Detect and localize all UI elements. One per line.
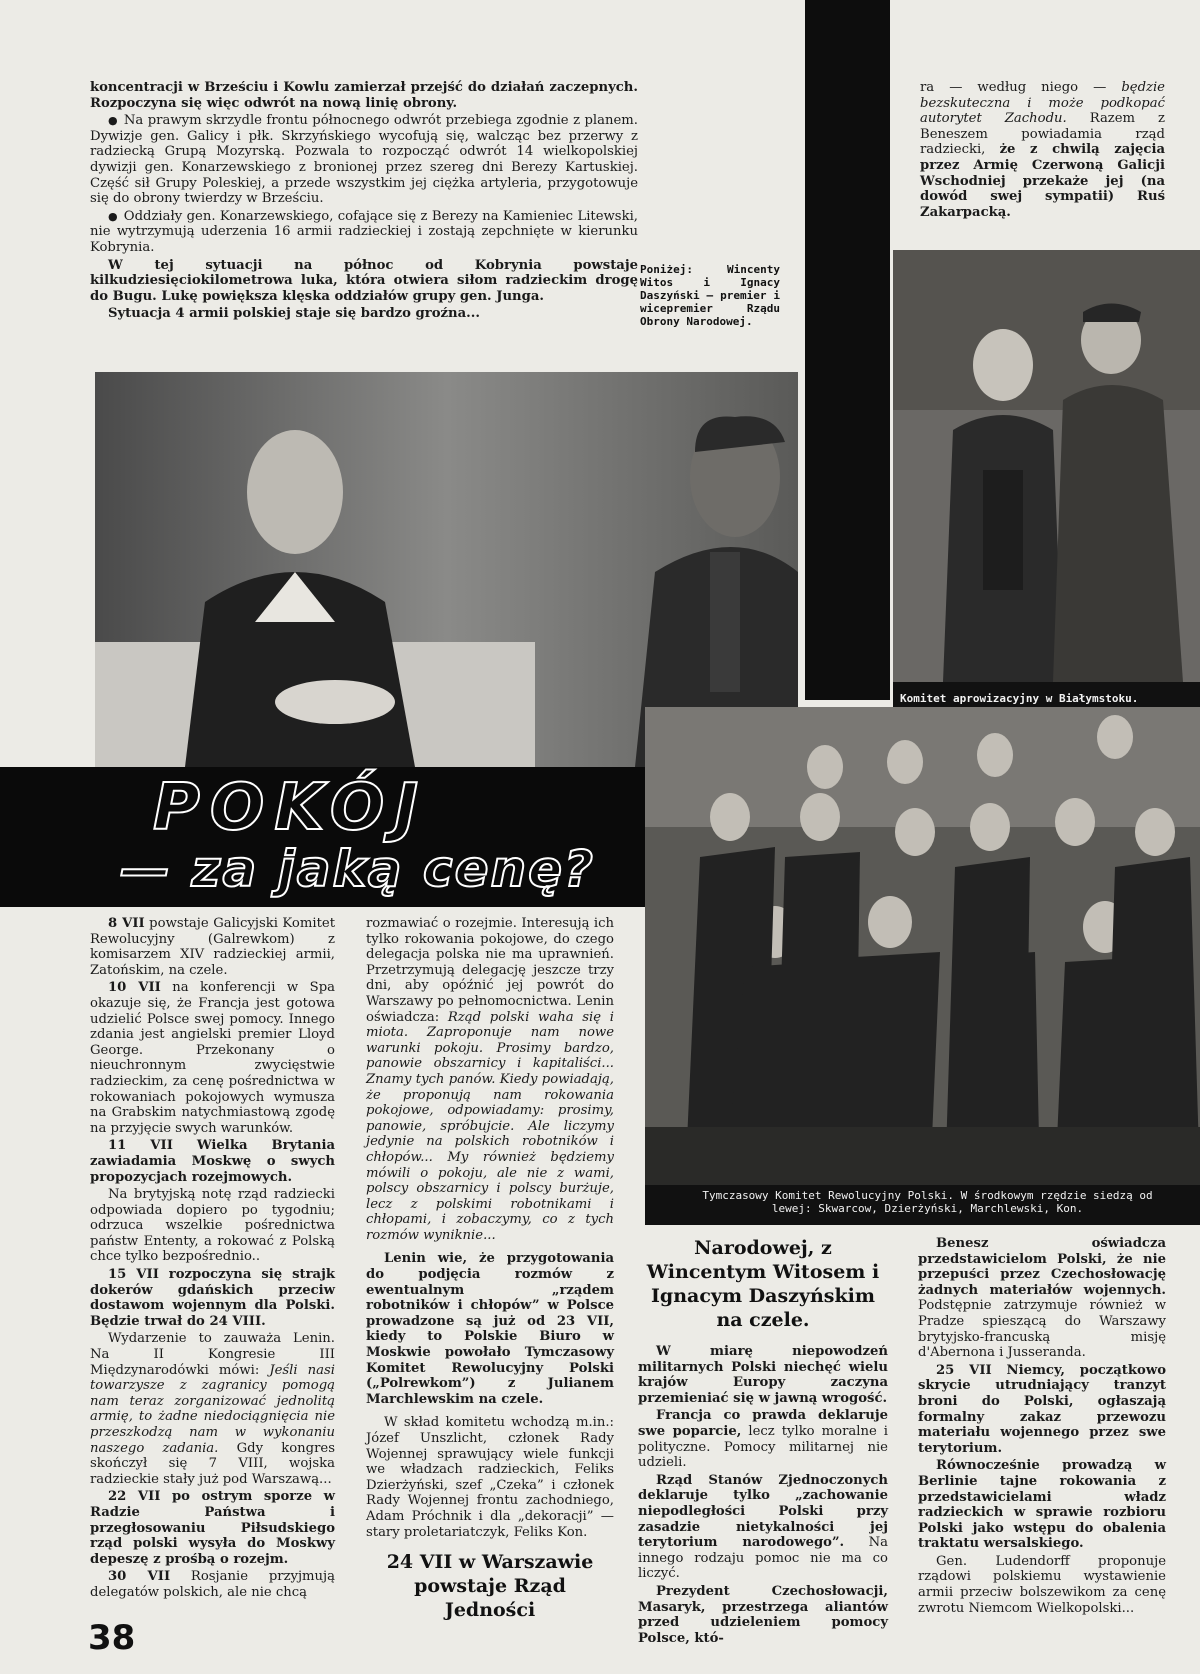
- photo-tymczasowy-komitet: [645, 707, 1200, 1185]
- sytuacja-paragraph: Sytuacja 4 armii polskiej staje się bardzo groźna...: [108, 306, 480, 322]
- caption-tymczasowy: Tymczasowy Komitet Rewolucyjny Polski. W środkowym rzędzie siedzą od lewej: Skwarcow, Dzierżyński, Marchlewski, Kon.: [702, 1189, 1153, 1215]
- col3-p3-bold: Rząd Stanów Zjednoczonych deklaruje tylko „zachowanie niepodległości Polski przy zasadzie nietykalności jej terytorium narodowego”.: [638, 1472, 888, 1551]
- col1-p6-quote: Jeśli nasi towarzysze z zagranicy pomogą nam teraz zorganizować jednolitą armię, to żadne niedociągnięcia nie przeszkodzą nam w wykonaniu naszego zadania.: [90, 1362, 336, 1456]
- col1-p1-text: powstaje Galicyjski Komitet Rewolucyjny (Galrewkom) z komisarzem XIV radzieckiej armii, Zatońskim, na czele.: [90, 916, 335, 978]
- title-line2: — za jaką cenę?: [120, 840, 595, 898]
- photo-komitet-illustration: [893, 250, 1200, 682]
- col4-p2: 25 VII Niemcy, początkowo skrycie utrudniający tranzyt broni do Polski, ogłaszają formalny zakaz przewozu materiału wojennego przez swe terytorium.: [918, 1362, 1166, 1456]
- col3-p3-text: Na innego rodzaju pomoc nie ma co liczyć.: [638, 1535, 888, 1582]
- top-right-paragraph: [920, 80, 1165, 220]
- col4-p1-bold: Benesz oświadcza przedstawicielom Polski, że nie przepuści przez Czechosłowację żadnych materiałów wojennych.: [918, 1236, 1166, 1298]
- top-right-column: [920, 80, 1165, 222]
- col1-p4: Na brytyjską notę rząd radziecki odpowiada dopiero po tygodniu; odrzuca wszelkie pośrednictwa państw Ententy, a rokować z Polską chce tylko bezpośrednio..: [90, 1187, 335, 1265]
- col2-heading: 24 VII w Warszawie powstaje Rząd Jedności: [386, 1551, 594, 1622]
- top-right-italic: będzie bezskuteczna i może podkopać autorytet Zachodu.: [920, 80, 1165, 127]
- top-right-bold: że z chwilą zajęcia przez Armię Czerwoną Galicji Wschodniej przekaże jej (na dowód swej sympatii) Ruś Zakarpacką.: [920, 142, 1165, 220]
- caption-ponizej: Poniżej: Wincenty Witos i Ignacy Daszyński — premier i wicepremier Rządu Obrony Narodowej.: [640, 263, 780, 328]
- col2-p3: W skład komitetu wchodzą m.in.: Józef Unszlicht, członek Rady Wojennej sprawujący wiele funkcji we władzach radzieckich, Feliks Dzierżyński, szef „Czeka” i członek Rady Wojennej frontu zachodniego, Adam Próchnik i dla „dekoracji” — stary proletariatczyk, Feliks Kon.: [366, 1415, 614, 1540]
- bullet-text-1: Na prawym skrzydle frontu północnego odwrót przebiega zgodnie z planem. Dywizje gen. Galicy i płk. Skrzyńskiego wycofują się, walcząc bez przerwy z radziecką Grupą Mozyrską. Pozwala to rozpocząć odwrót 14 wielkopolskiej dywizji gen. Konarzewskiego z bronionej przez szereg dni Berezy Kartuskiej. Część sił Grupy Poleskiej, a przede wszystkim jej ciężka artyleria, przygotowuje się do obrony twierdzy w Brześciu.: [90, 113, 638, 207]
- col1-p1-date: 8 VII: [108, 916, 145, 931]
- column-2: [366, 916, 614, 1622]
- col3-heading: Narodowej, z Wincentym Witosem i Ignacym Daszyńskim na czele.: [646, 1237, 880, 1331]
- col1-p7: 22 VII po ostrym sporze w Radzie Państwa i przegłosowaniu Piłsudskiego rząd polski wysyła do Moskwy depeszę z prośbą o rozejm.: [90, 1489, 335, 1567]
- column-3: [638, 1236, 888, 1648]
- photo-group-illustration: [645, 707, 1200, 1185]
- top-right-text-1: ra — według niego —: [920, 80, 1122, 95]
- column-1: [90, 916, 335, 1603]
- vertical-black-bar: [805, 0, 890, 700]
- col1-p1: [90, 916, 335, 978]
- col1-p6-text: Wydarzenie to zauważa Lenin. Na II Kongresie III Międzynarodówki mówi:: [90, 1331, 335, 1378]
- col2-p1-quote: Rząd polski waha się i miota. Zaproponuje nam nowe warunki pokoju. Prosimy bardzo, panowie obszarnicy i kapitaliści... Znamy tych panów. Kiedy powiadają, że proponują nam rokowania pokojowe, odpowiadamy: prosimy, panowie, spróbujcie. Ale liczymy jedynie na polskich robotników i chłopów... My również będziemy mówili o pokoju, ale nie z wami, polscy obszarnicy i polscy burżuje, lecz z polskimi robotnikami i chłopami, i zobaczymy, co z tych rozmów wyniknie...: [366, 1009, 614, 1243]
- col3-p2: [638, 1408, 888, 1470]
- col1-p6: [90, 1331, 335, 1487]
- col4-p4: Gen. Ludendorff proponuje rządowi polskiemu wystawienie armii przeciw bolszewikom za cenę zwrotu Niemcom Wielkopolski...: [918, 1553, 1166, 1616]
- col2-p2: Lenin wie, że przygotowania do podjęcia rozmów z ewentualnym „rządem robotników i chłopów” w Polsce prowadzone są już od 23 VII, kiedy to Polskie Biuro w Moskwie powołało Tymczasowy Komitet Rewolucyjny Polski („Polrewkom”) z Julianem Marchlewskim na czele.: [366, 1251, 614, 1407]
- col1-p8-text: Rosjanie przyjmują delegatów polskich, ale nie chcą: [90, 1569, 336, 1600]
- photo-komitet-aprowizacyjny: [893, 250, 1200, 682]
- col3-p2-text: lecz tylko moralne i polityczne. Pomocy militarnej nie udzieli.: [638, 1423, 888, 1471]
- col3-p4: Prezydent Czechosłowacji, Masaryk, przestrzega aliantów przed udzieleniem pomocy Polsce, któ-: [638, 1583, 888, 1646]
- intro-paragraph: koncentracji w Brześciu i Kowlu zamierzał przejść do działań zaczepnych. Rozpoczyna się więc odwrót na nową linię obrony.: [90, 80, 638, 111]
- bullet-paragraph-2: [90, 209, 638, 256]
- page-number: 38: [88, 1618, 136, 1658]
- col3-p2-bold: Francja co prawda deklaruje swe poparcie,: [638, 1408, 888, 1439]
- col1-p2-text: na konferencji w Spa okazuje się, że Francja jest gotowa udzielić Polsce swej pomocy. Innego zdania jest angielski premier Lloyd George. Przekonany o nieuchronnym zwycięstwie radzieckim, za cenę pośrednictwa w rokowaniach pokojowych wymusza na Grabskim natychmiastową zgodę na przyjęcie swych warunków.: [90, 980, 335, 1136]
- col1-p2: [90, 980, 335, 1136]
- top-left-column: [90, 80, 638, 324]
- col2-p1-text: rozmawiać o rozejmie. Interesują ich tylko rokowania pokojowe, do czego delegacja polska nie ma uprawnień. Przetrzymują delegację jeszcze trzy dni, aby opóźnić jej powrót do Warszawy po pełnomocnictwa. Lenin oświadcza:: [366, 916, 614, 1025]
- col4-p1-text: Podstępnie zatrzymuje również w Pradze spieszącą do Warszawy brytyjsko-francuską misję d'Abernona i Jusseranda.: [918, 1298, 1166, 1361]
- title-line1: POKÓJ: [153, 771, 429, 845]
- col3-p1: W miarę niepowodzeń militarnych Polski niechęć wielu krajów Europy zaczyna przemieniać się w jawną wrogość.: [638, 1344, 888, 1406]
- col3-p3: [638, 1473, 888, 1582]
- col1-p8-date: 30 VII: [108, 1569, 171, 1585]
- col1-p6-tail: Gdy kongres skończył się 7 VIII, wojska radzieckie stały już pod Warszawą...: [90, 1440, 335, 1487]
- col4-p3: Równocześnie prowadzą w Berlinie tajne rokowania z przedstawicielami władz radzieckich w sprawie rozbioru Polski jako wstępu do obalenia traktatu wersalskiego.: [918, 1458, 1166, 1552]
- col1-p5: 15 VII rozpoczyna się strajk dokerów gdańskich przeciw dostawom wojennym dla Polski. Będzie trwał do 24 VIII.: [90, 1267, 335, 1329]
- col4-p1: [918, 1236, 1166, 1361]
- column-4: [918, 1236, 1166, 1618]
- bullet-paragraph-1: [90, 113, 638, 207]
- col2-p1: [366, 916, 614, 1243]
- col1-p2-date: 10 VII: [108, 980, 161, 996]
- col1-p3: 11 VII Wielka Brytania zawiadamia Moskwę o swych propozycjach rozejmowych.: [90, 1138, 335, 1185]
- col1-p8: [90, 1569, 335, 1600]
- bullet-text-2: Oddziały gen. Konarzewskiego, cofające się z Berezy na Kamieniec Litewski, nie wytrzymują uderzenia 16 armii radzieckiej i zostają zepchnięte w kierunku Kobrynia.: [90, 208, 638, 255]
- top-right-text-2: Razem z Beneszem powiadamia rząd radziecki,: [920, 111, 1165, 158]
- luka-paragraph: W tej sytuacji na północ od Kobrynia powstaje kilkudziesięciokilometrowa luka, która otwiera siłom radzieckim drogę do Bugu. Lukę powiększa klęska oddziałów grupy gen. Junga.: [90, 257, 638, 304]
- caption-komitet: Komitet aprowizacyjny w Białymstoku.: [900, 692, 1139, 705]
